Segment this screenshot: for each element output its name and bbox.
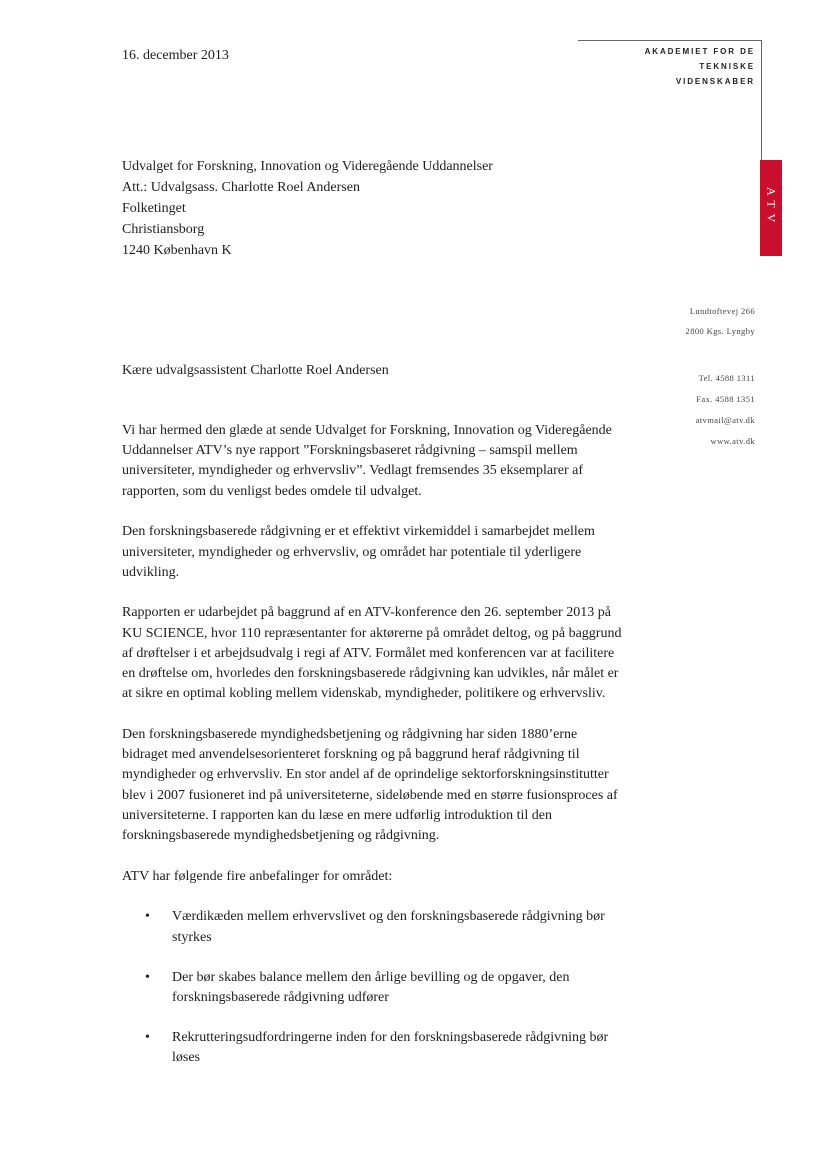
salutation: Kære udvalgsassistent Charlotte Roel Andersen	[122, 363, 389, 378]
recipient-line: 1240 København K	[122, 243, 232, 258]
atv-logo-tab	[760, 160, 782, 256]
recommendation-item: • Rekrutteringsudfordringerne inden for den forskningsbaserede rådgivning bør løses	[172, 1028, 622, 1068]
recommendation-item: • Der bør skabes balance mellem den årlige bevilling og de opgaver, den forskningsbaserede rådgivning udfører	[172, 968, 622, 1008]
email-address: atvmail@atv.dk	[695, 415, 755, 425]
atv-logo-text: ATV	[764, 187, 779, 229]
body-paragraph: Den forskningsbaserede rådgivning er et effektivt virkemiddel i samarbejdet mellem universiteter, myndigheder og erhvervsliv, og området har potentiale til yderligere udvikling.	[122, 524, 595, 580]
recipient-line: Christiansborg	[122, 222, 205, 237]
header-rule	[578, 40, 761, 41]
body-paragraph: Rapporten er udarbejdet på baggrund af en ATV-konference den 26. september 2013 på KU SCIENCE, hvor 110 repræsentanter for aktørerne på området deltog, og på baggrund af drøftelser i et arbejdsudvalg i regi af ATV. Formålet med konferencen var at facilitere en drøftelse om, hvorledes den forskningsbaserede rådgivning kan udvikles, når målet er at sikre en optimal kobling mellem videnskab, myndigheder, politikere og erhvervsliv.	[122, 605, 622, 702]
fax-number: Fax. 4588 1351	[696, 394, 755, 404]
sender-address	[595, 301, 755, 341]
org-name-line: VIDENSKABER	[675, 77, 755, 86]
organization-name	[555, 44, 755, 89]
sender-address-line: Lundtoftevej 266	[689, 306, 755, 316]
sender-address-line: 2800 Kgs. Lyngby	[685, 326, 755, 336]
recipient-line: Folketinget	[122, 201, 186, 216]
website-address: www.atv.dk	[710, 436, 755, 446]
phone-number: Tel. 4588 1311	[698, 373, 755, 383]
org-name-line: AKADEMIET FOR DE	[644, 47, 755, 56]
recommendations-list	[122, 907, 622, 1068]
letter-body	[122, 421, 622, 1089]
org-name-line: TEKNISKE	[699, 62, 755, 71]
recommendations-intro: ATV har følgende fire anbefalinger for området:	[122, 868, 393, 884]
recipient-address	[122, 156, 493, 261]
body-paragraph: Vi har hermed den glæde at sende Udvalget for Forskning, Innovation og Videregående Uddannelser ATV’s nye rapport ”Forskningsbaseret rådgivning – samspil mellem universiteter, myndigheder og erhvervsliv”. Vedlagt fremsendes 35 eksemplarer af rapporten, som du venligst bedes omdele til udvalget.	[122, 423, 612, 499]
header-side-rule	[761, 40, 762, 160]
recommendation-item: • Værdikæden mellem erhvervslivet og den forskningsbaserede rådgivning bør styrkes	[172, 907, 622, 947]
recipient-line: Att.: Udvalgsass. Charlotte Roel Andersen	[122, 180, 360, 195]
body-paragraph: Den forskningsbaserede myndighedsbetjening og rådgivning har siden 1880’erne bidraget med anvendelsesorienteret forskning og på baggrund heraf rådgivning til myndigheder og erhvervsliv. En stor andel af de oprindelige sektorforskningsinstitutter blev i 2007 fusioneret ind på universiteterne, sideløbende med en større fusionsproces af universiteterne. I rapporten kan du læse en mere udførlig introduktion til den forskningsbaserede myndighedsbetjening og rådgivning.	[122, 726, 618, 843]
recipient-line: Udvalget for Forskning, Innovation og Videregående Uddannelser	[122, 159, 493, 174]
letter-date: 16. december 2013	[122, 48, 229, 63]
